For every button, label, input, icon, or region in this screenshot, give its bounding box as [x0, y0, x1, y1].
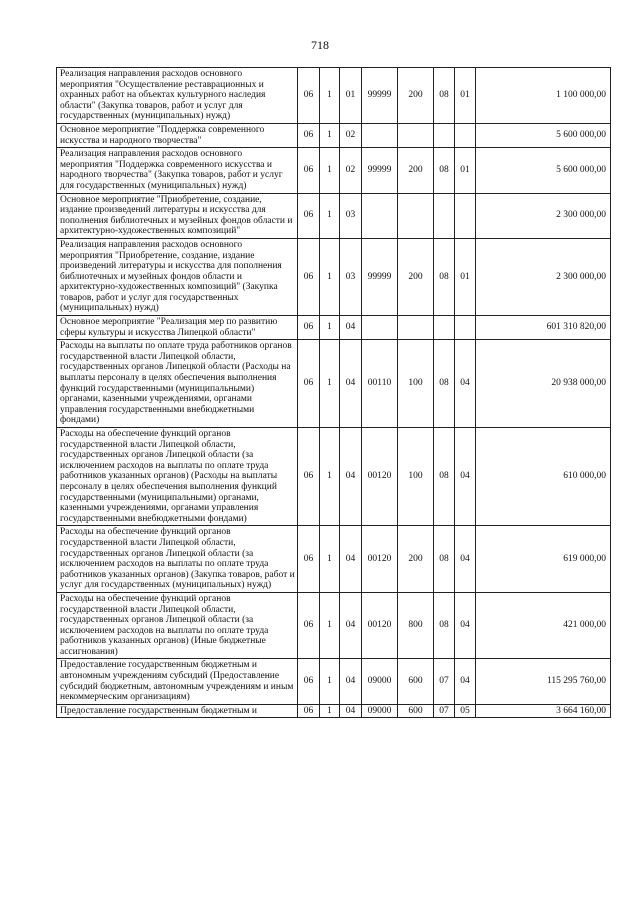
row-amount: 5 600 000,00	[476, 123, 611, 147]
table-row	[57, 316, 611, 340]
table-row	[57, 428, 611, 526]
row-code-c1: 06	[298, 193, 320, 238]
table-row	[57, 193, 611, 238]
row-code-c6: 08	[434, 428, 455, 526]
row-code-c1: 06	[298, 340, 320, 428]
row-amount: 610 000,00	[476, 428, 611, 526]
table-row	[57, 592, 611, 659]
row-code-c2: 1	[320, 123, 340, 147]
row-code-c1: 06	[298, 148, 320, 193]
row-code-c3: 04	[340, 592, 362, 659]
row-code-c6: 08	[434, 148, 455, 193]
row-code-c7: 04	[455, 592, 476, 659]
row-code-c5: 200	[398, 526, 434, 593]
row-description: Реализация направления расходов основного мероприятия "Осуществление реставрационных и охранных работ на объектах культурного наследия области" (Закупка товаров, работ и услуг для государственных (муниципальных) нужд)	[57, 68, 298, 124]
row-amount: 2 300 000,00	[476, 193, 611, 238]
row-code-c6: 08	[434, 238, 455, 315]
row-code-c3: 04	[340, 704, 362, 718]
row-code-c5: 100	[398, 340, 434, 428]
row-code-c6: 07	[434, 704, 455, 718]
row-code-c4: 99999	[362, 68, 398, 124]
row-code-c6: 08	[434, 340, 455, 428]
table-row	[57, 659, 611, 704]
row-code-c2: 1	[320, 526, 340, 593]
row-amount: 2 300 000,00	[476, 238, 611, 315]
table-row	[57, 340, 611, 428]
row-code-c6	[434, 123, 455, 147]
row-code-c2: 1	[320, 68, 340, 124]
row-code-c4: 00120	[362, 526, 398, 593]
row-code-c2: 1	[320, 704, 340, 718]
row-description: Расходы на обеспечение функций органов государственной власти Липецкой области, государственных органов Липецкой области (за исключением расходов на выплаты по оплате труда работников указанных органов) (Расходы на выплаты персоналу в целях обеспечения выполнения функций государственными (муниципальными) органами, казенными учреждениями, органами управления государственными внебюджетными фондами)	[57, 428, 298, 526]
row-code-c5: 800	[398, 592, 434, 659]
row-amount: 1 100 000,00	[476, 68, 611, 124]
row-code-c2: 1	[320, 659, 340, 704]
row-description: Предоставление государственным бюджетным и	[57, 704, 298, 718]
row-code-c4: 00110	[362, 340, 398, 428]
row-code-c6	[434, 316, 455, 340]
row-code-c2: 1	[320, 428, 340, 526]
row-code-c4: 00120	[362, 592, 398, 659]
row-code-c5: 600	[398, 659, 434, 704]
row-description: Основное мероприятие "Поддержка современного искусства и народного творчества"	[57, 123, 298, 147]
row-code-c5	[398, 123, 434, 147]
row-code-c1: 06	[298, 592, 320, 659]
table-row	[57, 238, 611, 315]
row-code-c7: 04	[455, 659, 476, 704]
row-code-c1: 06	[298, 68, 320, 124]
row-code-c3: 04	[340, 340, 362, 428]
row-code-c2: 1	[320, 592, 340, 659]
table-row	[57, 68, 611, 124]
row-code-c1: 06	[298, 659, 320, 704]
row-code-c4	[362, 193, 398, 238]
row-code-c2: 1	[320, 340, 340, 428]
row-code-c4: 09000	[362, 704, 398, 718]
row-code-c4	[362, 316, 398, 340]
row-code-c5	[398, 193, 434, 238]
row-description: Реализация направления расходов основного мероприятия "Поддержка современного искусства и народного творчества" (Закупка товаров, работ и услуг для государственных (муниципальных) нужд)	[57, 148, 298, 193]
row-description: Реализация направления расходов основного мероприятия "Приобретение, создание, издание произведений литературы и искусства для пополнения библиотечных и музейных фондов области и архитектурно-художественных композиций" (Закупка товаров, работ и услуг для государственных (муниципальных) нужд)	[57, 238, 298, 315]
table-row	[57, 704, 611, 718]
row-description: Основное мероприятие "Приобретение, создание, издание произведений литературы и искусства для пополнения библиотечных и музейных фондов области и архитектурно-художественных композиций"	[57, 193, 298, 238]
row-code-c5: 200	[398, 68, 434, 124]
row-description: Предоставление государственным бюджетным и автономным учреждениям субсидий (Предоставление субсидий бюджетным, автономным учреждениям и иным некоммерческим организациям)	[57, 659, 298, 704]
row-code-c4	[362, 123, 398, 147]
row-code-c7: 05	[455, 704, 476, 718]
row-code-c3: 02	[340, 148, 362, 193]
row-code-c3: 01	[340, 68, 362, 124]
row-code-c1: 06	[298, 123, 320, 147]
row-code-c7: 01	[455, 238, 476, 315]
row-code-c7: 04	[455, 526, 476, 593]
row-code-c6: 07	[434, 659, 455, 704]
row-description: Расходы на выплаты по оплате труда работников органов государственной власти Липецкой области, государственных органов Липецкой области (Расходы на выплаты персоналу в целях обеспечения выполнения функций государственными (муниципальными) органами, казенными учреждениями, органами управления государственными внебюджетными фондами)	[57, 340, 298, 428]
row-code-c1: 06	[298, 238, 320, 315]
row-code-c2: 1	[320, 238, 340, 315]
row-code-c1: 06	[298, 428, 320, 526]
row-code-c6: 08	[434, 68, 455, 124]
row-description: Расходы на обеспечение функций органов государственной власти Липецкой области, государственных органов Липецкой области (за исключением расходов на выплаты по оплате труда работников указанных органов) (Иные бюджетные ассигнования)	[57, 592, 298, 659]
row-code-c5: 100	[398, 428, 434, 526]
page-number: 718	[311, 38, 329, 52]
row-amount: 20 938 000,00	[476, 340, 611, 428]
row-code-c7: 01	[455, 148, 476, 193]
row-code-c3: 04	[340, 316, 362, 340]
row-code-c5	[398, 316, 434, 340]
row-code-c3: 04	[340, 659, 362, 704]
row-code-c6	[434, 193, 455, 238]
row-code-c7	[455, 193, 476, 238]
row-description: Расходы на обеспечение функций органов государственной власти Липецкой области, государственных органов Липецкой области (за исключением расходов на выплаты по оплате труда работников указанных органов) (Закупка товаров, работ и услуг для государственных (муниципальных) нужд)	[57, 526, 298, 593]
row-code-c2: 1	[320, 316, 340, 340]
row-code-c4: 99999	[362, 238, 398, 315]
row-amount: 421 000,00	[476, 592, 611, 659]
row-code-c7: 04	[455, 340, 476, 428]
row-amount: 601 310 820,00	[476, 316, 611, 340]
row-code-c7: 04	[455, 428, 476, 526]
row-code-c6: 08	[434, 592, 455, 659]
row-description: Основное мероприятие "Реализация мер по развитию сферы культуры и искусства Липецкой области"	[57, 316, 298, 340]
row-code-c5: 200	[398, 148, 434, 193]
row-code-c3: 03	[340, 193, 362, 238]
table-row	[57, 123, 611, 147]
row-code-c1: 06	[298, 526, 320, 593]
row-code-c7	[455, 316, 476, 340]
budget-table-body	[57, 68, 611, 718]
row-code-c7: 01	[455, 68, 476, 124]
row-amount: 5 600 000,00	[476, 148, 611, 193]
row-code-c7	[455, 123, 476, 147]
row-code-c4: 00120	[362, 428, 398, 526]
row-amount: 619 000,00	[476, 526, 611, 593]
row-code-c2: 1	[320, 148, 340, 193]
row-amount: 3 664 160,00	[476, 704, 611, 718]
row-code-c3: 04	[340, 428, 362, 526]
row-code-c1: 06	[298, 704, 320, 718]
row-code-c3: 03	[340, 238, 362, 315]
row-code-c1: 06	[298, 316, 320, 340]
row-code-c3: 02	[340, 123, 362, 147]
row-code-c5: 600	[398, 704, 434, 718]
budget-table	[56, 67, 611, 718]
table-row	[57, 526, 611, 593]
row-code-c4: 09000	[362, 659, 398, 704]
row-code-c6: 08	[434, 526, 455, 593]
row-code-c2: 1	[320, 193, 340, 238]
row-code-c3: 04	[340, 526, 362, 593]
row-amount: 115 295 760,00	[476, 659, 611, 704]
table-row	[57, 148, 611, 193]
row-code-c5: 200	[398, 238, 434, 315]
row-code-c4: 99999	[362, 148, 398, 193]
